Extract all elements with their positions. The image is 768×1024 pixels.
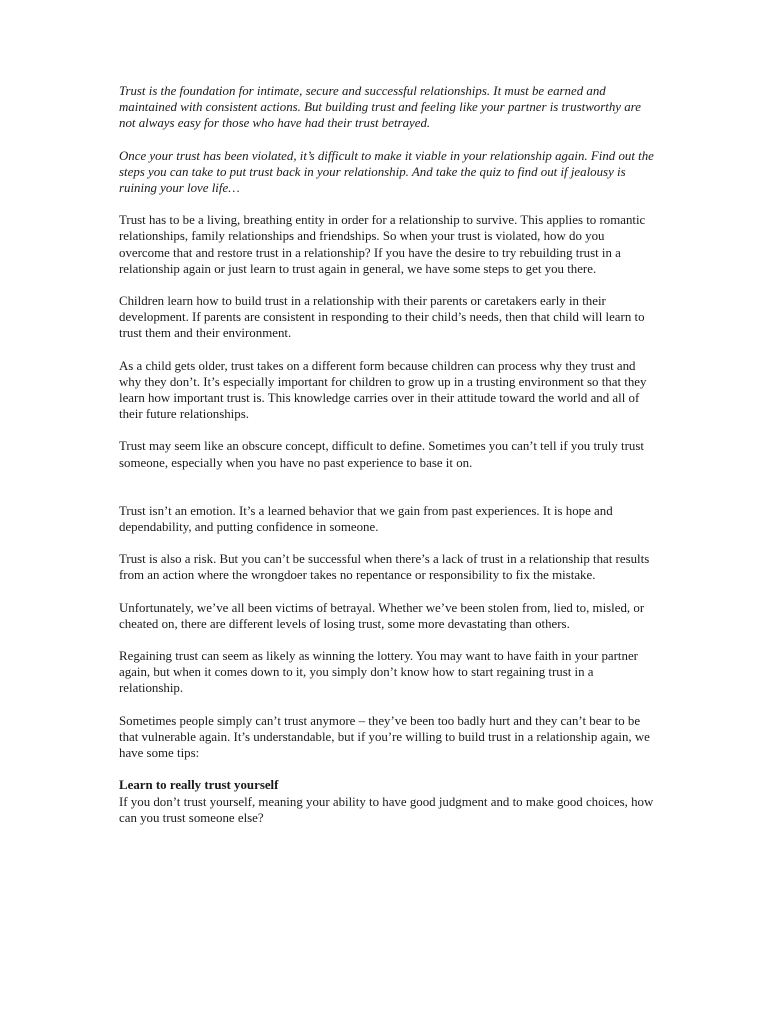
body-paragraph: Trust isn’t an emotion. It’s a learned behavior that we gain from past experiences. It is hope and dependability, and putting confidence in someone. — [119, 503, 613, 535]
body-paragraph: As a child gets older, trust takes on a different form because children can process why they trust and why they don’t. It’s especially important for children to grow up in a trusting environment so that they learn how important trust is. This knowledge carries over in their attitude toward the world and all of their future relationships. — [119, 358, 647, 422]
body-paragraph: Trust is also a risk. But you can’t be successful when there’s a lack of trust in a relationship that results from an action where the wrongdoer takes no repentance or responsibility to fix the mistake. — [119, 552, 650, 583]
body-paragraph: Trust has to be a living, breathing entity in order for a relationship to survive. This applies to romantic relationships, family relationships and friendships. So when your trust is violated, how do you overcome that and restore trust in a relationship? If you have the desire to try rebuilding trust in a relationship again or just learn to trust again in general, we have some steps to get you there. — [119, 213, 646, 276]
section-heading: Learn to really trust yourself — [119, 778, 279, 793]
body-paragraph: Children learn how to build trust in a relationship with their parents or caretakers early in their development. If parents are consistent in responding to their child’s needs, then that child will learn to trust them and their environment. — [119, 294, 645, 341]
body-paragraph: Unfortunately, we’ve all been victims of betrayal. Whether we’ve been stolen from, lied to, misled, or cheated on, there are different levels of losing trust, some more devastating than others. — [119, 600, 645, 631]
teaser-paragraph: Once your trust has been violated, it’s difficult to make it viable in your relationship again. Find out the steps you can take to put trust back in your relationship. And take the quiz to find out if jealousy is ruining your love life… — [119, 148, 654, 196]
intro-paragraph: Trust is the foundation for intimate, secure and successful relationships. It must be earned and maintained with consistent actions. But building trust and feeling like your partner is trustworthy are not always easy for those who have had their trust betrayed. — [119, 84, 641, 131]
body-paragraph: Regaining trust can seem as likely as winning the lottery. You may want to have faith in your partner again, but when it comes down to it, you simply don’t know how to start regaining trust in a relationship. — [119, 649, 638, 696]
document-body — [119, 83, 655, 842]
section-body: If you don’t trust yourself, meaning your ability to have good judgment and to make good choices, how can you trust someone else? — [119, 794, 654, 825]
body-paragraph: Sometimes people simply can’t trust anymore – they’ve been too badly hurt and they can’t bear to be that vulnerable again. It’s understandable, but if you’re willing to build trust in a relationship again, we have some tips: — [119, 713, 650, 761]
body-paragraph: Trust may seem like an obscure concept, difficult to define. Sometimes you can’t tell if you truly trust someone, especially when you have no past experience to base it on. — [119, 439, 644, 470]
